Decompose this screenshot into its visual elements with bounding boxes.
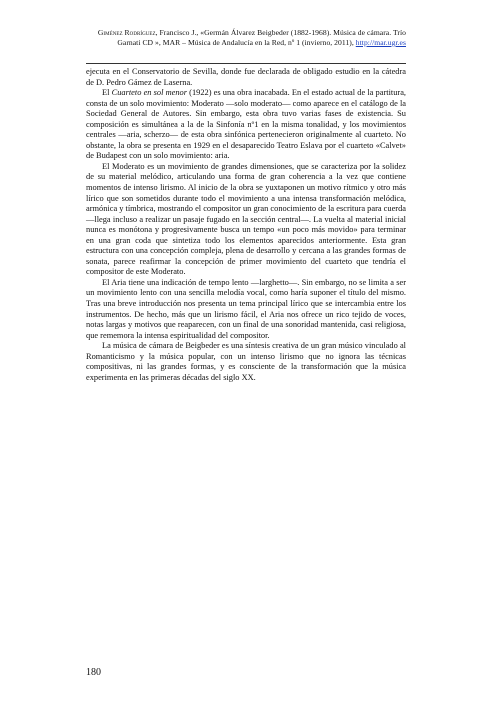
header-author: Giménez Rodríguez [97,28,156,37]
paragraph-1: ejecuta en el Conservatorio de Sevilla, donde fue declarada de obligado estudio en la cátedra de D. Pedro Gámez de Laserna. [86,67,406,87]
paragraph-5: La música de cámara de Beigbeder es una síntesis creativa de un gran músico vinculado al Romanticismo y la música popular, con un intenso lirismo que no ignora las técnicas compositivas, ni las grandes formas, y es consciente de la transformación que la música experimenta en las primeras décadas del siglo XX. [86,341,406,382]
paragraph-3: El Moderato es un movimiento de grandes dimensiones, que se caracteriza por la solidez de su material melódico, articulando una forma de gran coherencia a la vez que contiene momentos de intenso lirismo. Al inicio de la obra se yuxtaponen un motivo rítmico y otro más lírico que son sometidos durante todo el movimiento a una intensa transformación melódica, armónica y tímbrica, mostrando el compositor un gran conocimiento de la escritura para cuerda —llega incluso a realizar un pasaje fugado en la sección central—. La vuelta al material inicial nunca es monótona y progresivamente busca un tempo «un poco más movido» para terminar en una gran coda que sintetiza todo los elementos aparecidos anteriormente. Esta gran estructura con una concepción compleja, plena de desarrollo y cercana a las grandes formas de sonata, parece reafirmar la concepción de primer movimiento del cuarteto que tendría el compositor de este Moderato. [86,161,406,277]
paragraph-2-text: (1922) es una obra inacabada. En el estado actual de la partitura, consta de un solo movimiento: Moderato —solo moderato— como aparece en el catálogo de la Sociedad General de Autores. Sin embargo, esta obra tuvo varias fases de existencia. Su composición es simultánea a la de la Sinfonía nº1 en la misma tonalidad, y los movimientos centrales —aria, scherzo— de esta obra sinfónica pertenecieron originalmente al cuarteto. No obstante, la obra se presenta en 1929 en el desaparecido Teatro Eslava por el cuarteto «Calvet» de Budapest con un solo movimiento: aria. [86,88,407,161]
header-url-link[interactable]: http://mar.ugr.es [355,38,406,47]
paragraph-4: El Aria tiene una indicación de tempo lento —larghetto—. Sin embargo, no se limita a ser un movimiento lento con una sencilla melodía vocal, como haría suponer el título del mismo. Tras una breve introducción nos presenta un tema principal lírico que se intercambia entre los instrumentos. De hecho, más que un lirismo fácil, el Aria nos ofrece un rico tejido de voces, notas largas y motivos que reaparecen, con un final de una sonoridad mantenida, casi religiosa, que rememora la intensa espiritualidad del compositor. [86,277,406,340]
header-divider [86,63,406,64]
article-body [86,67,406,383]
page-number: 180 [86,667,101,678]
header-citation: , Francisco J., «Germán Álvarez Beigbeder (1882-1968). Música de cámara. Trío Garnati CD », MAR – Música de Andalucía en la Red, nº 1 (invierno, 2011), [117,28,406,47]
paragraph-2-lead: El [102,88,112,98]
running-header [86,28,406,48]
paragraph-2 [86,88,406,162]
work-title: Cuarteto en sol menor [111,88,187,98]
